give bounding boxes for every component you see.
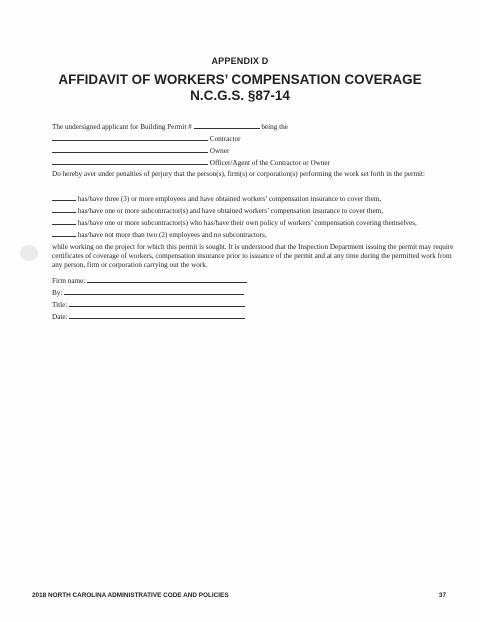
document-title: AFFIDAVIT OF WORKERS’ COMPENSATION COVERAGE: [58, 72, 422, 87]
permit-number-field[interactable]: [194, 121, 260, 129]
date-field[interactable]: [69, 311, 245, 319]
role-officer-agent: Officer/Agent of the Contractor or Owner: [209, 159, 331, 167]
appendix-label: APPENDIX D: [211, 56, 269, 66]
intro-suffix: being the: [261, 123, 288, 131]
by-label: By:: [52, 289, 63, 297]
option-2-text: has/have one or more subcontractor(s) and have obtained workers’ compensation insurance to cover them,: [77, 207, 384, 215]
role-line-owner: [52, 145, 229, 156]
option-4-text: has/have not more than two (2) employees and no subcontractors,: [77, 231, 267, 239]
aver-statement: Do hereby aver under penalties of perjury that the person(s), firm(s) or corporation(s) performing the work set forth in the permit:: [52, 170, 426, 178]
officer-agent-field[interactable]: [52, 157, 208, 165]
firm-name-field[interactable]: [87, 275, 247, 283]
owner-field[interactable]: [52, 145, 208, 153]
scan-smudge: [20, 245, 38, 261]
option-row: [52, 217, 417, 228]
option-row: [52, 229, 267, 240]
firm-name-row: [52, 275, 247, 286]
firm-name-label: Firm name:: [52, 277, 86, 285]
intro-line: [52, 121, 288, 132]
by-field[interactable]: [64, 287, 244, 295]
page-number: 37: [438, 592, 446, 599]
footer-publication: 2018 NORTH CAROLINA ADMINISTRATIVE CODE AND POLICIES: [32, 592, 229, 599]
by-row: [52, 287, 244, 298]
option-4-field[interactable]: [52, 229, 76, 237]
option-row: [52, 205, 383, 216]
option-3-field[interactable]: [52, 217, 76, 225]
option-2-field[interactable]: [52, 205, 76, 213]
statute-reference: N.C.G.S. §87-14: [190, 88, 290, 103]
option-1-text: has/have three (3) or more employees and have obtained workers’ compensation insurance to cover them,: [77, 195, 382, 203]
role-line-contractor: [52, 133, 241, 144]
date-label: Date:: [52, 313, 68, 321]
intro-prefix: The undersigned applicant for Building Permit #: [52, 123, 192, 131]
title-label: Title:: [52, 301, 68, 309]
closing-statement: while working on the project for which this permit is sought. It is understood that the Inspection Department issuing the permit may require certificates of coverage of workers, compensation insurance prior to issuance of the permit and at any time during the permitted work from any person, firm or corporation carrying out the work.: [52, 243, 454, 269]
role-line-officer: [52, 157, 330, 168]
option-1-field[interactable]: [52, 193, 76, 201]
option-3-text: has/have one or more subcontractor(s) who has/have their own policy of workers’ compensation covering themselves,: [77, 219, 417, 227]
date-row: [52, 311, 245, 322]
title-row: [52, 299, 245, 310]
title-field[interactable]: [69, 299, 245, 307]
contractor-field[interactable]: [52, 133, 208, 141]
option-row: [52, 193, 381, 204]
role-contractor: Contractor: [209, 135, 241, 143]
role-owner: Owner: [209, 147, 230, 155]
